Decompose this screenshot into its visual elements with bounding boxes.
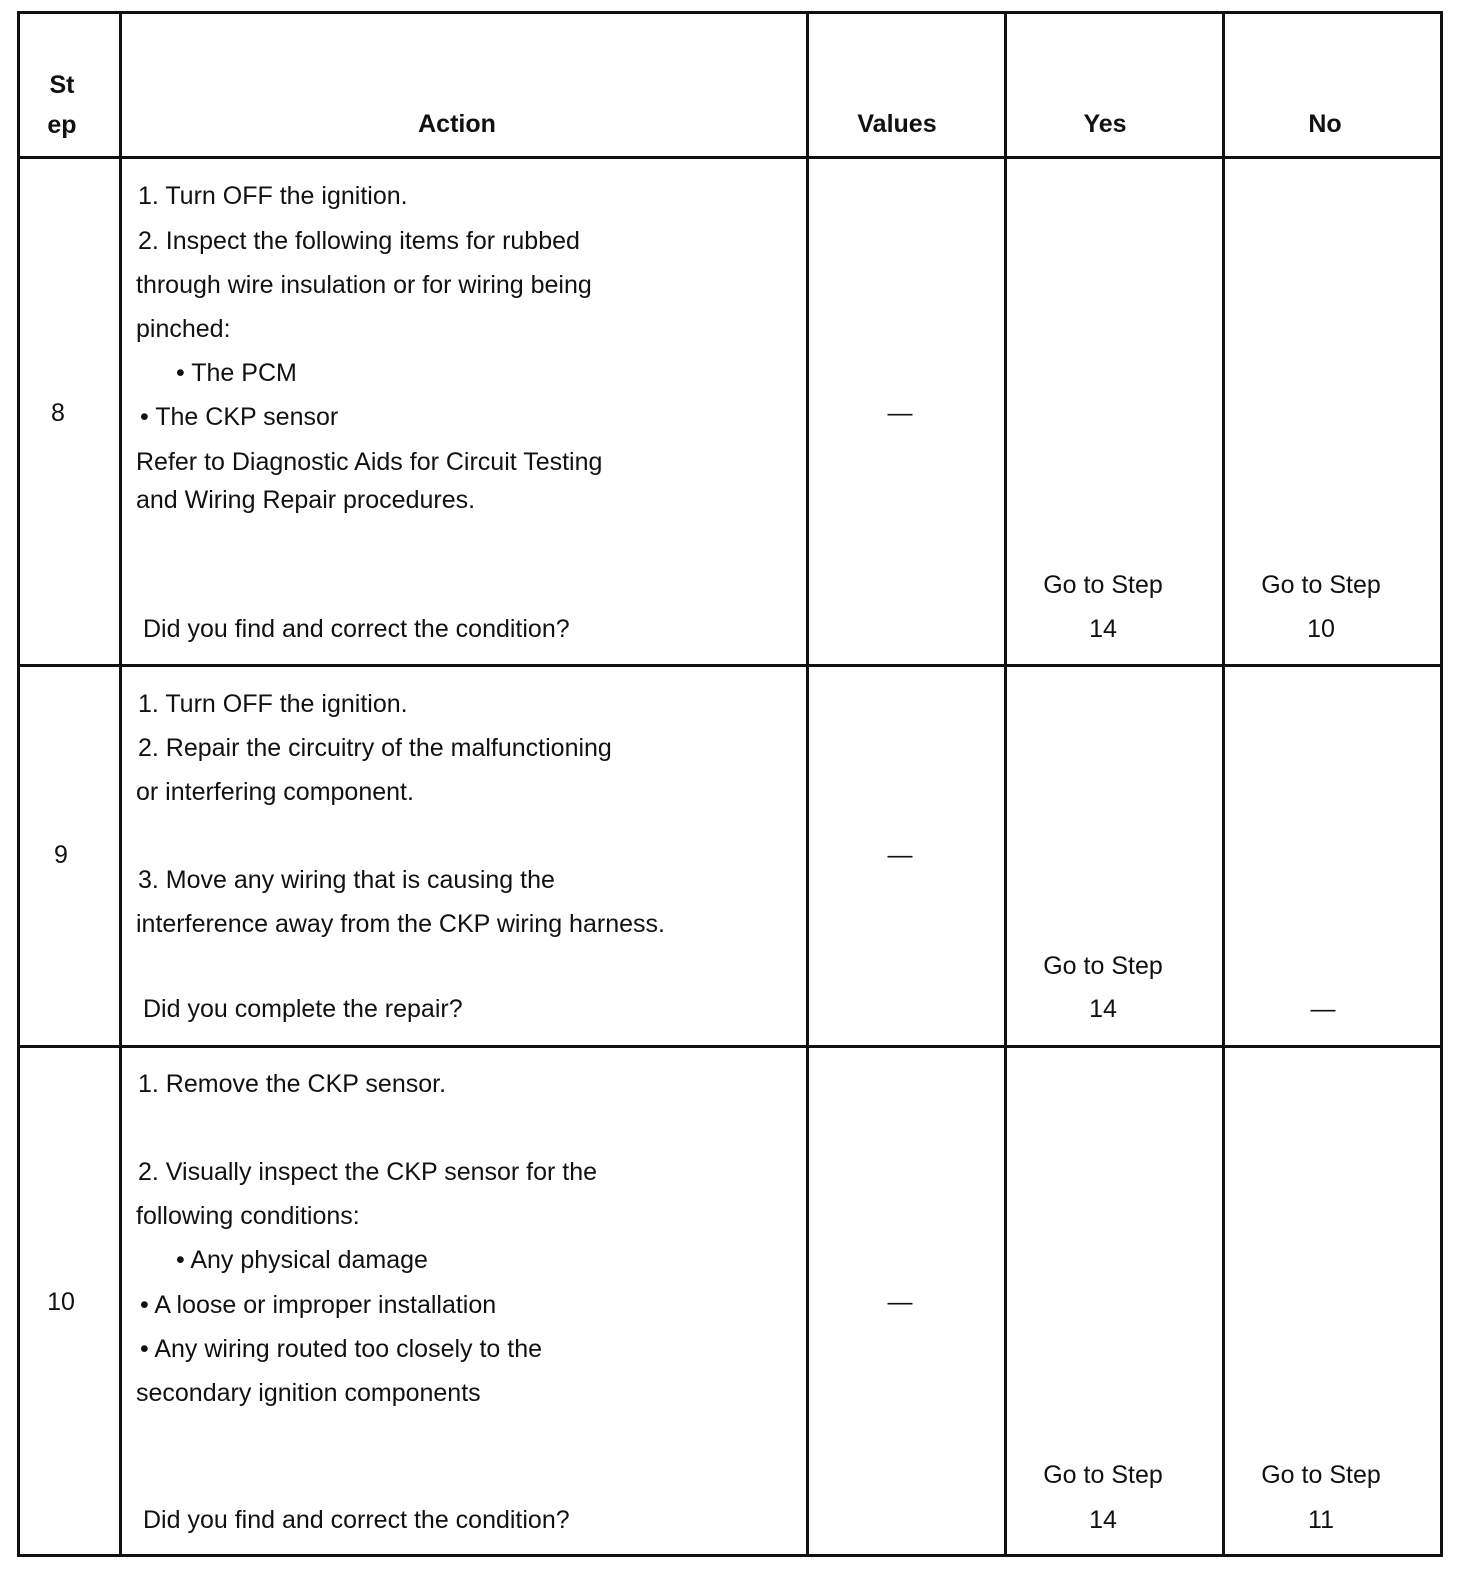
action-line: 1. Remove the CKP sensor. (138, 1070, 447, 1098)
row-divider (20, 664, 1440, 667)
action-question: Did you find and correct the condition? (143, 1506, 570, 1534)
action-line: Refer to Diagnostic Aids for Circuit Testing (136, 448, 603, 476)
action-line: interference away from the CKP wiring harness. (136, 910, 665, 938)
action-question: Did you find and correct the condition? (143, 615, 570, 643)
action-line: pinched: (136, 315, 231, 343)
action-line: 3. Move any wiring that is causing the (138, 866, 555, 894)
action-line: through wire insulation or for wiring being (136, 271, 592, 299)
yes-cell-line2: 14 (1089, 995, 1117, 1023)
values-cell: — (887, 399, 913, 427)
column-divider (1004, 14, 1007, 1554)
header-values: Values (857, 110, 937, 138)
no-cell-line1: Go to Step (1261, 571, 1381, 599)
yes-cell-line1: Go to Step (1043, 571, 1163, 599)
column-divider (1222, 14, 1225, 1554)
column-divider (806, 14, 809, 1554)
no-cell: — (1310, 995, 1336, 1023)
action-bullet: • A loose or improper installation (140, 1291, 497, 1319)
action-line: following conditions: (136, 1202, 360, 1230)
step-number: 10 (47, 1288, 75, 1316)
yes-cell-line1: Go to Step (1043, 1461, 1163, 1489)
no-cell-line2: 11 (1308, 1506, 1334, 1534)
values-cell: — (887, 841, 913, 869)
row-divider (20, 156, 1440, 159)
yes-cell-line1: Go to Step (1043, 952, 1163, 980)
action-bullet: • The CKP sensor (140, 403, 339, 431)
no-cell-line1: Go to Step (1261, 1461, 1381, 1489)
no-cell-line2: 10 (1307, 615, 1335, 643)
yes-cell-line2: 14 (1089, 615, 1117, 643)
action-bullet: • Any physical damage (176, 1246, 428, 1274)
row-divider (20, 1045, 1440, 1048)
action-question: Did you complete the repair? (143, 995, 463, 1023)
step-number: 8 (51, 399, 65, 427)
action-line: secondary ignition components (136, 1379, 481, 1407)
action-line: 1. Turn OFF the ignition. (138, 182, 408, 210)
header-no: No (1308, 110, 1342, 138)
action-bullet: • Any wiring routed too closely to the (140, 1335, 543, 1363)
header-yes: Yes (1083, 110, 1127, 138)
header-step-line1: St (49, 71, 75, 99)
action-line: or interfering component. (136, 778, 414, 806)
action-line: and Wiring Repair procedures. (136, 486, 476, 514)
values-cell: — (887, 1288, 913, 1316)
header-action: Action (418, 110, 496, 138)
action-line: 2. Repair the circuitry of the malfunctioning (138, 734, 612, 762)
action-line: 1. Turn OFF the ignition. (138, 690, 408, 718)
step-number: 9 (54, 841, 68, 869)
action-bullet: • The PCM (176, 359, 297, 387)
column-divider (119, 14, 122, 1554)
header-step-line2: ep (47, 111, 77, 139)
action-line: 2. Visually inspect the CKP sensor for the (138, 1158, 598, 1186)
action-line: 2. Inspect the following items for rubbed (138, 227, 580, 255)
yes-cell-line2: 14 (1089, 1506, 1117, 1534)
